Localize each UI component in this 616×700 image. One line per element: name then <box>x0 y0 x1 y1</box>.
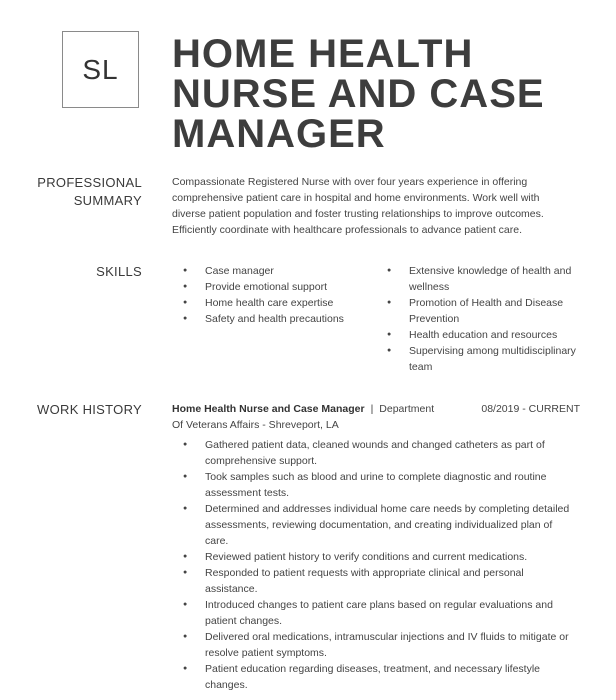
skill-item <box>172 279 372 295</box>
skill-item <box>376 263 601 295</box>
summary-line: Compassionate Registered Nurse with over four years experience in offering <box>172 176 528 188</box>
skill-item <box>376 343 601 375</box>
skill-text: ● Home health care expertise <box>205 297 334 309</box>
professional-summary-text <box>172 174 592 238</box>
name-line: MANAGER <box>172 112 386 156</box>
skill-text: ● Provide emotional support <box>205 281 327 293</box>
job-dates: 08/2019 - CURRENT <box>481 403 580 415</box>
skill-text: ● Case manager <box>205 265 274 277</box>
skill-item <box>172 263 372 279</box>
duty-item <box>172 597 592 629</box>
skill-item <box>376 327 601 343</box>
duty-text: assessment tests. <box>205 487 290 499</box>
job-duties-list <box>172 437 592 693</box>
duty-text: assessments, reviewing documentation, and creating individualized plan of <box>205 519 553 531</box>
skill-text: team <box>409 361 433 373</box>
duty-text: ● Responded to patient requests with appropriate clinical and personal <box>205 567 524 579</box>
duty-text: ● Patient education regarding diseases, treatment, and necessary lifestyle <box>205 663 541 675</box>
heading-line: WORK HISTORY <box>37 402 142 417</box>
duty-item <box>172 565 592 597</box>
skill-item <box>172 295 372 311</box>
job-header-line <box>172 401 592 417</box>
initials-monogram <box>62 31 139 108</box>
resume-name-title <box>172 34 592 154</box>
summary-line: diverse patient population and foster trusting relationships to improve outcomes. <box>172 208 544 220</box>
skill-text: ● Health education and resources <box>409 329 558 341</box>
job-separator: | <box>370 403 374 415</box>
skill-item <box>376 295 601 327</box>
duty-text: changes. <box>205 679 248 691</box>
duty-item <box>172 661 592 693</box>
duty-item <box>172 437 592 469</box>
skill-text: ● Extensive knowledge of health and <box>409 265 572 277</box>
skill-text: wellness <box>409 281 450 293</box>
duty-text: care. <box>205 535 229 547</box>
job-title: Home Health Nurse and Case Manager <box>172 403 365 415</box>
skill-text: ● Promotion of Health and Disease <box>409 297 564 309</box>
duty-text: ● Reviewed patient history to verify conditions and current medications. <box>205 551 528 563</box>
skills-list-right <box>376 263 601 375</box>
duty-text: ● Gathered patient data, cleaned wounds and changed catheters as part of <box>205 439 545 451</box>
skill-text: ● Safety and health precautions <box>205 313 344 325</box>
duty-text: comprehensive support. <box>205 455 318 467</box>
summary-line: comprehensive patient care in hospital and home environments. Work well with <box>172 192 540 204</box>
duty-item <box>172 501 592 549</box>
duty-text: ● Introduced changes to patient care plans based on regular evaluations and <box>205 599 553 611</box>
name-line: NURSE AND CASE <box>172 72 545 116</box>
duty-text: assistance. <box>205 583 258 595</box>
professional-summary-heading <box>10 174 142 210</box>
summary-line: Efficiently coordinate with healthcare professionals to advance patient care. <box>172 224 523 236</box>
skill-text: ● Supervising among multidisciplinary <box>409 345 576 357</box>
job-header <box>172 401 592 433</box>
duty-text: ● Determined and addresses individual home care needs by completing detailed <box>205 503 570 515</box>
job-employer-part2: Of Veterans Affairs - Shreveport, LA <box>172 419 339 431</box>
skill-text: Prevention <box>409 313 460 325</box>
duty-item <box>172 629 592 661</box>
job-employer-part1: Department <box>379 403 435 415</box>
skill-item <box>172 311 372 327</box>
duty-text: patient changes. <box>205 615 283 627</box>
duty-item <box>172 469 592 501</box>
initials-text: SL <box>82 53 119 85</box>
skills-heading <box>10 263 142 281</box>
heading-line: PROFESSIONAL <box>37 175 142 190</box>
work-history-heading <box>10 401 142 419</box>
duty-text: ● Took samples such as blood and urine to complete diagnostic and routine <box>205 471 547 483</box>
heading-line: SKILLS <box>96 264 142 279</box>
duty-text: resolve patient symptoms. <box>205 647 327 659</box>
duty-item <box>172 549 592 565</box>
heading-line: SUMMARY <box>73 193 142 208</box>
name-line: HOME HEALTH <box>172 32 474 76</box>
duty-text: ● Delivered oral medications, intramuscular injections and IV fluids to mitigate or <box>205 631 569 643</box>
skills-list-left <box>172 263 372 327</box>
